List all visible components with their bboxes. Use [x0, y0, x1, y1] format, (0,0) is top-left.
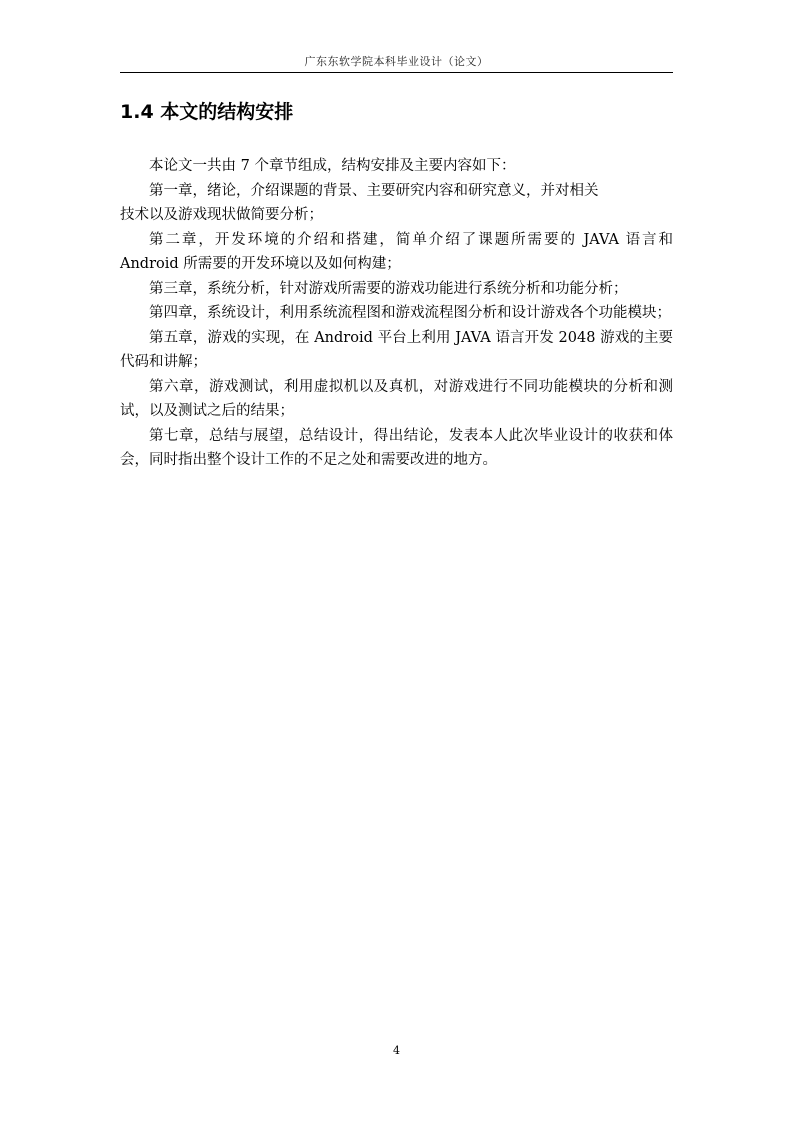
paragraph-chapter-1: 第一章，绪论，介绍课题的背景、主要研究内容和研究意义，并对相关 [149, 182, 599, 199]
paragraph-chapter-2: 第二章，开发环境的介绍和搭建，简单介绍了课题所需要的 JAVA 语言和 Android 所需要的开发环境以及如何构建； [120, 231, 673, 272]
running-header: 广东东软学院本科毕业设计（论文） [304, 55, 489, 68]
paragraph-chapter-5: 第五章，游戏的实现，在 Android 平台上利用 JAVA 语言开发 2048 游戏的主要代码和讲解； [120, 329, 673, 370]
body-text [120, 154, 673, 473]
header-divider [120, 72, 673, 73]
paragraph-intro: 本论文一共由 7 个章节组成，结构安排及主要内容如下： [149, 158, 516, 174]
paragraph-chapter-7: 第七章，总结与展望，总结设计，得出结论，发表本人此次毕业设计的收获和体会，同时指出整个设计工作的不足之处和需要改进的地方。 [120, 427, 673, 468]
paragraph-chapter-3: 第三章，系统分析，针对游戏所需要的游戏功能进行系统分析和功能分析； [149, 280, 628, 297]
paragraph-chapter-4: 第四章，系统设计，利用系统流程图和游戏流程图分析和设计游戏各个功能模块； [149, 305, 671, 321]
section-title: 1.4 本文的结构安排 [120, 101, 294, 123]
page-number: 4 [393, 1044, 400, 1057]
paragraph-chapter-6: 第六章，游戏测试，利用虚拟机以及真机，对游戏进行不同功能模块的分析和测试，以及测试之后的结果； [120, 378, 673, 419]
paragraph-chapter-1-continued: 技术以及游戏现状做简要分析； [120, 207, 323, 223]
